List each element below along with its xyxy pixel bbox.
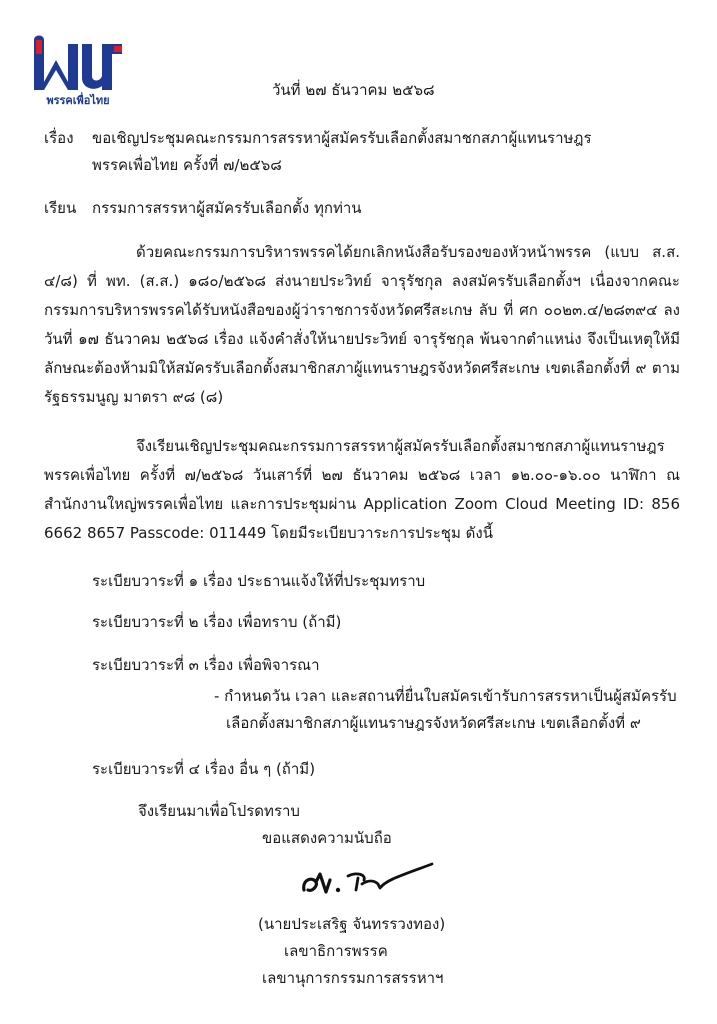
agenda-item-2: ระเบียบวาระที่ ๒ เรื่อง เพื่อทราบ (ถ้ามี) (92, 613, 342, 631)
agenda-item-3: ระเบียบวาระที่ ๓ เรื่อง เพื่อพิจารณา (92, 656, 320, 674)
signer-position-2: เลขานุการกรรมการสรรหาฯ (262, 969, 444, 987)
logo-wordmark: พรรคเพื่อไทย (46, 94, 110, 107)
closing-line: จึงเรียนมาเพื่อโปรดทราบ (138, 802, 300, 820)
letter-date: วันที่ ๒๗ ธันวาคม ๒๕๖๘ (272, 81, 435, 99)
agenda-item-4: ระเบียบวาระที่ ๔ เรื่อง อื่น ๆ (ถ้ามี) (92, 760, 316, 778)
subject-label: เรื่อง (44, 129, 74, 147)
body-paragraph-2: จึงเรียนเชิญประชุมคณะกรรมการสรรหาผู้สมัครรับเลือกตั้งสมาชกสภาผู้แทนราษฎร พรรคเพื่อไทย ครั้งที่ ๗/๒๕๖๘ วันเสาร์ที่ ๒๗ ธันวาคม ๒๕๖๘ เวลา ๑๒.๐๐-๑๖.๐๐ นาฬิกา ณ สำนักงานใหญ่พรรคเพื่อไทย และการประชุมผ่าน Application Zoom Cloud Meeting ID: 856 6662 8657 Passcode: 011449 โดยมีระเบียบวาระการประชุม ดังนี้ (44, 437, 680, 542)
subject-line-2: พรรคเพื่อไทย ครั้งที่ ๗/๒๕๖๘ (92, 156, 282, 174)
signer-position-1: เลขาธิการพรรค (284, 942, 388, 960)
recipient-label: เรียน (44, 199, 77, 217)
signer-name: (นายประเสริฐ จันทรรวงทอง) (258, 915, 446, 933)
logo-letters-icon (34, 36, 122, 91)
regards-line: ขอแสดงความนับถือ (262, 829, 392, 847)
agenda-item-1: ระเบียบวาระที่ ๑ เรื่อง ประธานแจ้งให้ที่ประชุมทราบ (92, 572, 426, 590)
recipient-text: กรรมการสรรหาผู้สมัครรับเลือกตั้ง ทุกท่าน (92, 199, 362, 217)
agenda-item-3-sub-line-1: - กำหนดวัน เวลา และสถานที่ยื่นใบสมัครเข้ารับการสรรหาเป็นผู้สมัครรับ (214, 687, 677, 705)
body-paragraph-1: ด้วยคณะกรรมการบริหารพรรคได้ยกเลิกหนังสือรับรองของหัวหน้าพรรค (แบบ ส.ส. ๔/๘) ที่ พท. (ส.ส.) ๑๘๐/๒๕๖๘ ส่งนายประวิทย์ จารุรัชกุล ลงสมัครรับเลือกตั้งฯ เนื่องจากคณะกรรมการบริหารพรรคได้รับหนังสือของผู้ว่าราชการจังหวัดศรีสะเกษ ลับ ที่ ศก ๐๐๒๓.๔/๒๘๓๙๔ ลงวันที่ ๑๗ ธันวาคม ๒๕๖๘ เรื่อง แจ้งคำสั่งให้นายประวิทย์ จารุรัชกุล พ้นจากตำแหน่ง จึงเป็นเหตุให้มีลักษณะต้องห้ามมิให้สมัครรับเลือกตั้งสมาชิกสภาผู้แทนราษฎรจังหวัดศรีสะเกษ เขตเลือกตั้งที่ ๙ ตามรัฐธรรมนูญ มาตรา ๙๘ (๘) (44, 243, 680, 406)
subject-line-1: ขอเชิญประชุมคณะกรรมการสรรหาผู้สมัครรับเลือกตั้งสมาชกสภาผู้แทนราษฎร (92, 129, 592, 147)
handwritten-signature (282, 850, 442, 902)
party-logo (30, 30, 126, 108)
agenda-item-3-sub-line-2: เลือกตั้งสมาชิกสภาผู้แทนราษฎรจังหวัดศรีสะเกษ เขตเลือกตั้งที่ ๙ (226, 714, 641, 732)
